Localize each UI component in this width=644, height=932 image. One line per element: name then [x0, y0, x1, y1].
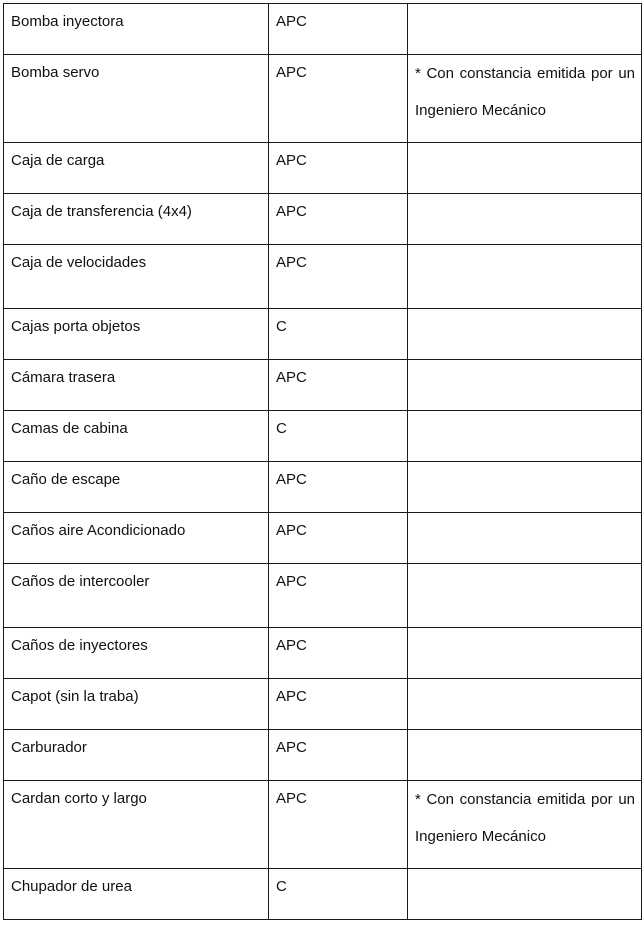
part-note — [408, 679, 642, 730]
table-row — [4, 309, 642, 360]
part-note — [408, 245, 642, 309]
part-note — [408, 4, 642, 55]
part-note: * Con constancia emitida por un Ingeniero Mecánico — [408, 781, 642, 869]
part-code: APC — [269, 628, 408, 679]
table-row — [4, 679, 642, 730]
part-name: Caños de intercooler — [4, 564, 269, 628]
table-row — [4, 194, 642, 245]
table-row — [4, 781, 642, 869]
part-code: APC — [269, 730, 408, 781]
part-code: APC — [269, 564, 408, 628]
part-name: Cajas porta objetos — [4, 309, 269, 360]
part-note — [408, 194, 642, 245]
part-name: Caja de carga — [4, 143, 269, 194]
part-name: Caño de escape — [4, 462, 269, 513]
part-code: APC — [269, 194, 408, 245]
part-note — [408, 628, 642, 679]
part-name: Caja de velocidades — [4, 245, 269, 309]
parts-table — [3, 3, 642, 920]
part-note — [408, 869, 642, 920]
part-code: C — [269, 411, 408, 462]
part-name: Bomba inyectora — [4, 4, 269, 55]
table-row — [4, 411, 642, 462]
part-code: APC — [269, 781, 408, 869]
table-row — [4, 462, 642, 513]
part-note — [408, 411, 642, 462]
part-code: APC — [269, 4, 408, 55]
part-name: Caños aire Acondicionado — [4, 513, 269, 564]
part-code: APC — [269, 55, 408, 143]
table-row — [4, 245, 642, 309]
part-note — [408, 513, 642, 564]
part-note — [408, 360, 642, 411]
part-note — [408, 309, 642, 360]
part-name: Caños de inyectores — [4, 628, 269, 679]
table-row — [4, 564, 642, 628]
table-row — [4, 360, 642, 411]
part-code: APC — [269, 462, 408, 513]
part-note — [408, 462, 642, 513]
part-code: APC — [269, 513, 408, 564]
part-note — [408, 730, 642, 781]
part-code: C — [269, 869, 408, 920]
table-row — [4, 869, 642, 920]
part-code: APC — [269, 245, 408, 309]
part-note: * Con constancia emitida por un Ingeniero Mecánico — [408, 55, 642, 143]
part-name: Cámara trasera — [4, 360, 269, 411]
part-name: Caja de transferencia (4x4) — [4, 194, 269, 245]
part-code: C — [269, 309, 408, 360]
table-row — [4, 513, 642, 564]
part-code: APC — [269, 143, 408, 194]
part-name: Camas de cabina — [4, 411, 269, 462]
part-note — [408, 564, 642, 628]
table-row — [4, 628, 642, 679]
part-name: Cardan corto y largo — [4, 781, 269, 869]
part-name: Capot (sin la traba) — [4, 679, 269, 730]
part-name: Bomba servo — [4, 55, 269, 143]
table-row — [4, 730, 642, 781]
part-code: APC — [269, 360, 408, 411]
table-row — [4, 4, 642, 55]
part-note — [408, 143, 642, 194]
part-name: Carburador — [4, 730, 269, 781]
table-row — [4, 55, 642, 143]
table-row — [4, 143, 642, 194]
part-name: Chupador de urea — [4, 869, 269, 920]
part-code: APC — [269, 679, 408, 730]
